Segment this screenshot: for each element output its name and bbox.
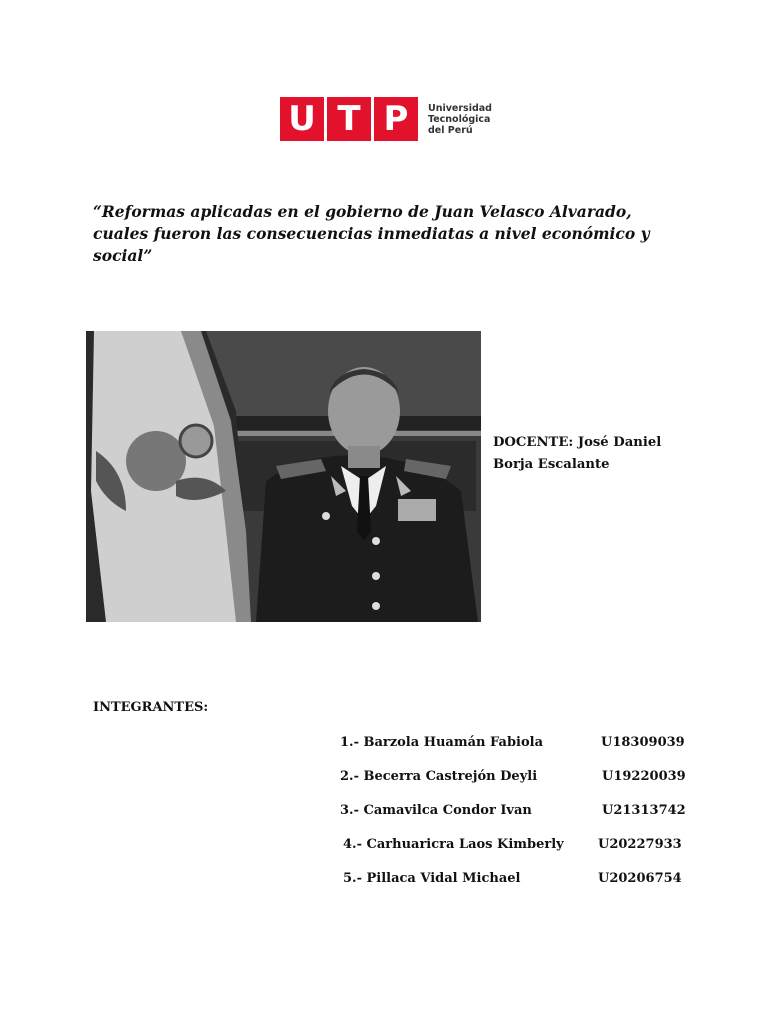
logo-text-line: Tecnológica [428,113,491,125]
member-name: 4.- Carhuaricra Laos Kimberly [343,837,564,852]
member-name: 5.- Pillaca Vidal Michael [343,871,521,886]
member-code: U20227933 [598,837,682,852]
member-code: U20206754 [598,871,682,886]
logo-letter-t: T [324,97,371,141]
portrait-photo [86,331,481,622]
integrantes-label: INTEGRANTES: [93,700,209,715]
member-code: U18309039 [601,735,685,750]
member-name: 1.- Barzola Huamán Fabiola [340,735,544,750]
logo-letter-p: P [371,97,418,141]
docente-info: DOCENTE: José Daniel Borja Escalante [493,435,662,472]
member-code: U19220039 [602,769,686,784]
logo-text-line: del Perú [428,124,473,136]
member-name: 2.- Becerra Castrejón Deyli [340,769,538,784]
logo-mark [280,97,418,141]
logo-text-line: Universidad [428,102,492,114]
document-title: “Reformas aplicadas en el gobierno de Juan Velasco Alvarado, cuales fueron las consecuencias inmediatas a nivel económico y social” [93,202,650,265]
member-code: U21313742 [602,803,686,818]
utp-logo [280,97,492,141]
logo-wordmark [428,103,492,136]
member-name: 3.- Camavilca Condor Ivan [340,803,532,818]
logo-letter-u: U [288,99,316,139]
